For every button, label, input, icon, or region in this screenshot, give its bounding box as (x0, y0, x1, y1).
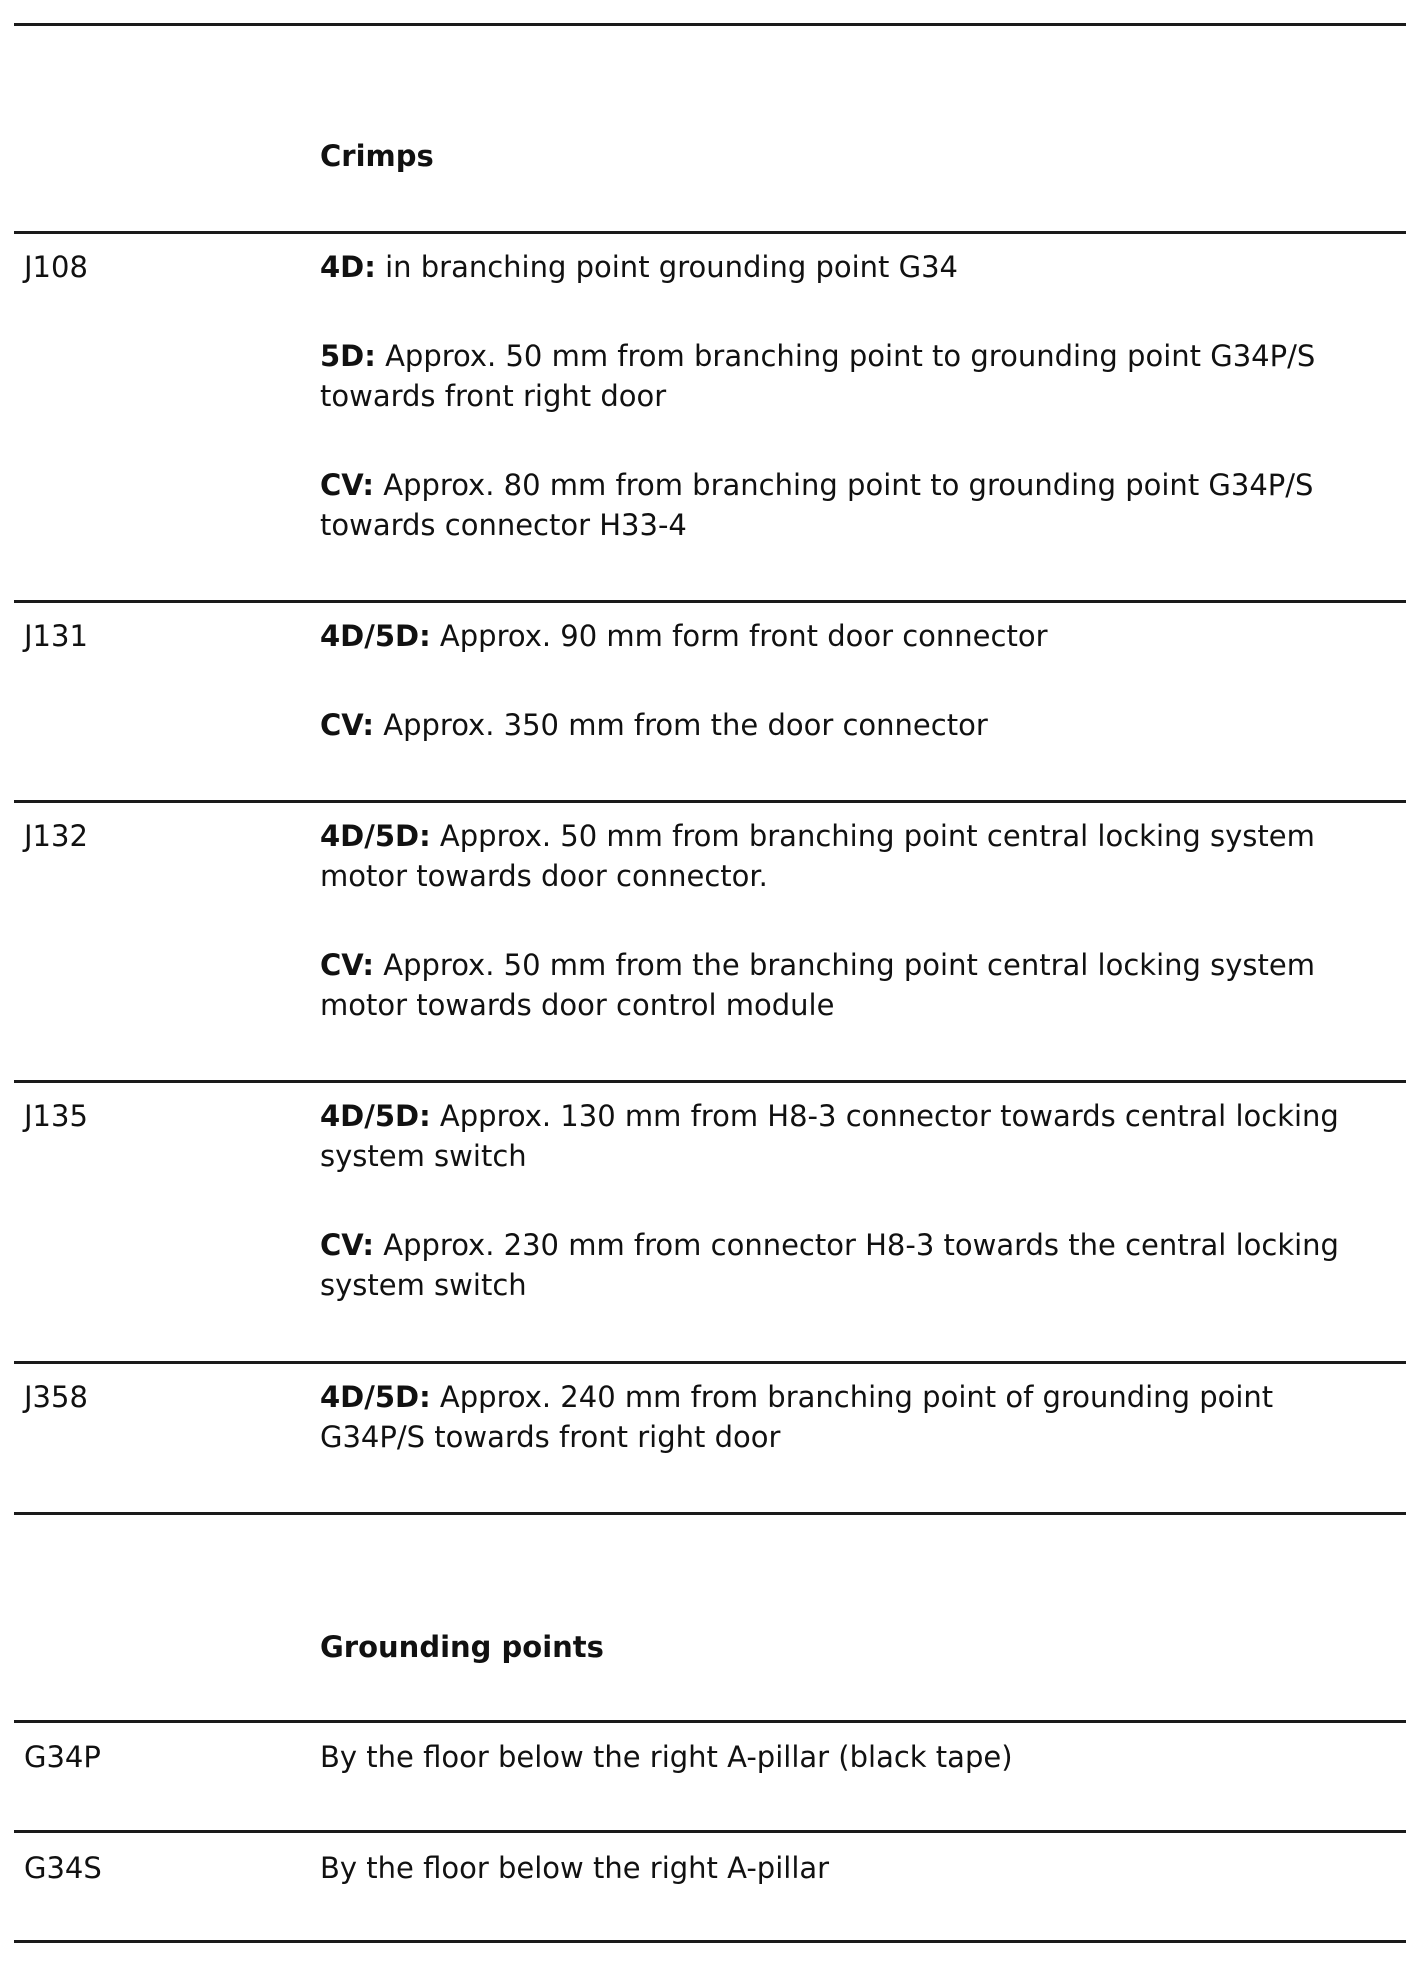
row-entry (320, 816, 1360, 896)
row-entry (320, 247, 1360, 287)
entry-text: Approx. 240 mm from branching point of grounding point G34P/S towards front right door (320, 1380, 1274, 1454)
row-entry (320, 945, 1360, 1025)
row-code: J132 (24, 819, 88, 853)
bottom-rule (14, 1940, 1406, 1943)
entry-text: Approx. 90 mm form front door connector (430, 619, 1048, 653)
entry-text: Approx. 230 mm from connector H8-3 towards the central locking system switch (320, 1228, 1339, 1302)
entry-text: Approx. 130 mm from H8-3 connector towards central locking system switch (320, 1099, 1339, 1173)
divider (14, 1361, 1406, 1364)
entry-label: 4D/5D: (320, 1099, 431, 1133)
entry-text: Approx. 350 mm from the door connector (374, 708, 988, 742)
row-entry (320, 465, 1360, 545)
entry-text: Approx. 50 mm from the branching point central locking system motor towards door control module (320, 948, 1315, 1022)
grounding-heading: Grounding points (320, 1630, 604, 1664)
entry-label: CV: (320, 708, 375, 742)
row-entry (320, 616, 1360, 656)
row-entry (320, 1225, 1360, 1305)
divider (14, 231, 1406, 234)
entry-label: 4D/5D: (320, 1380, 431, 1414)
divider (14, 1720, 1406, 1723)
divider (14, 600, 1406, 603)
entry-label: CV: (320, 1228, 375, 1262)
row-code: J131 (24, 619, 88, 653)
row-entry (320, 336, 1360, 416)
entry-text: in branching point grounding point G34 (375, 250, 958, 284)
row-entry (320, 1377, 1360, 1457)
entry-label: 4D/5D: (320, 819, 431, 853)
entry-text: Approx. 50 mm from branching point central locking system motor towards door connector. (320, 819, 1315, 893)
entry-label: 4D: (320, 250, 376, 284)
row-entry (320, 1096, 1360, 1176)
divider (14, 1080, 1406, 1083)
row-code: G34P (24, 1740, 101, 1774)
row-code: J358 (24, 1380, 88, 1414)
divider (14, 1512, 1406, 1515)
row-entry: By the floor below the right A-pillar (black tape) (320, 1740, 1013, 1774)
entry-label: CV: (320, 948, 375, 982)
row-entry: By the floor below the right A-pillar (320, 1851, 830, 1885)
entry-text: Approx. 50 mm from branching point to grounding point G34P/S towards front right door (320, 339, 1316, 413)
entry-label: 4D/5D: (320, 619, 431, 653)
crimps-heading: Crimps (320, 139, 434, 173)
row-entry (320, 705, 1360, 745)
entry-label: 5D: (320, 339, 376, 373)
top-rule (14, 23, 1406, 26)
row-code: J108 (24, 250, 88, 284)
row-code: J135 (24, 1099, 88, 1133)
entry-label: CV: (320, 468, 375, 502)
divider (14, 800, 1406, 803)
divider (14, 1830, 1406, 1833)
row-code: G34S (24, 1851, 102, 1885)
entry-text: Approx. 80 mm from branching point to grounding point G34P/S towards connector H33-4 (320, 468, 1314, 542)
